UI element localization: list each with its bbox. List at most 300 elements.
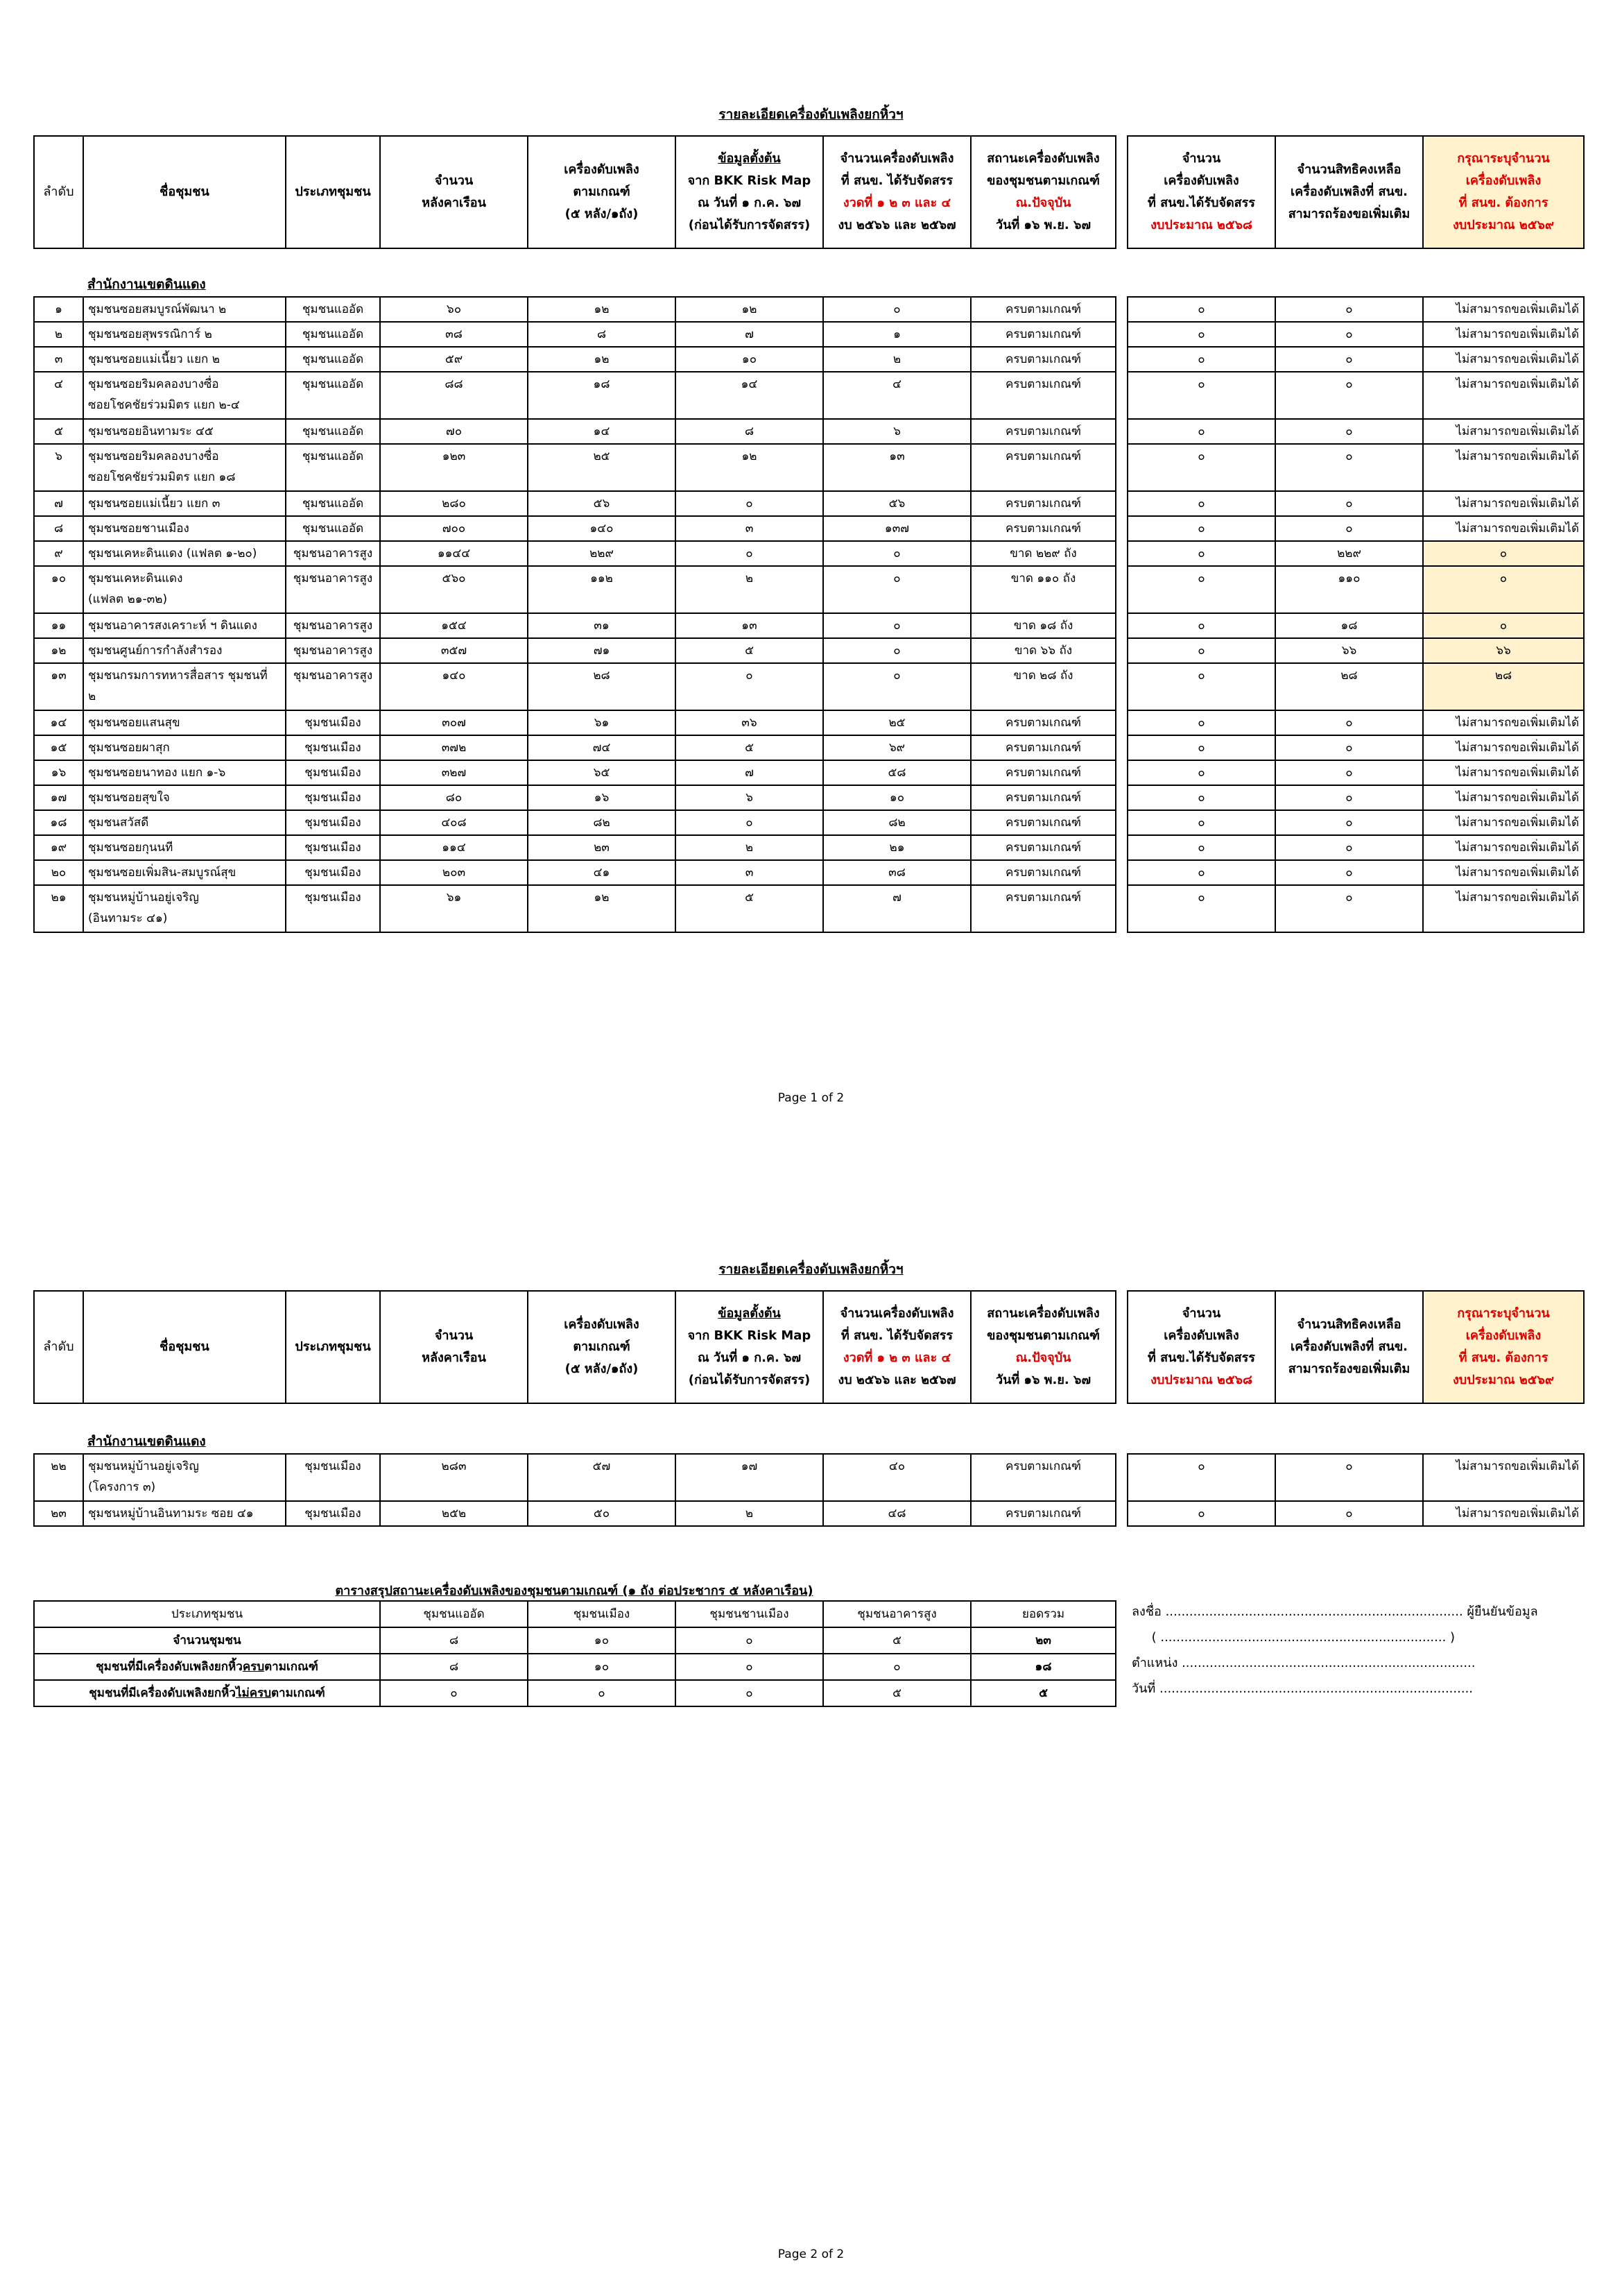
cell-criteria: ๕๗ — [528, 1454, 675, 1501]
cell-status: ครบตามเกณฑ์ — [971, 835, 1116, 860]
summary-value: ๕ — [971, 1680, 1116, 1706]
summary-label-underline: ครบ — [242, 1660, 265, 1674]
cell-no: ๑๐ — [34, 566, 83, 613]
page1-header-table-right — [1127, 135, 1585, 249]
cell-alloc68: ๐ — [1128, 810, 1275, 835]
community-name: ชุมชนซอยริมคลองบางซื่อ — [88, 449, 219, 463]
table-row-right — [1128, 860, 1584, 885]
cell-remaining: ๐ — [1275, 297, 1423, 322]
table-row — [34, 322, 1116, 347]
header-name: ชื่อชุมชน — [83, 136, 286, 248]
cell-base: ๗ — [675, 760, 823, 785]
community-name-line2: (อินทามระ ๔๑) — [88, 911, 168, 925]
cell-name — [83, 885, 286, 932]
cell-remaining: ๒๒๙ — [1275, 541, 1423, 566]
cell-households: ๔๐๘ — [380, 810, 528, 835]
cell-criteria: ๘๒ — [528, 810, 675, 835]
cell-base: ๒ — [675, 835, 823, 860]
summary-value: ๑๘ — [971, 1654, 1116, 1680]
cell-type: ชุมชนเมือง — [286, 760, 380, 785]
summary-value: ๑๐ — [528, 1654, 675, 1680]
cell-alloc68: ๐ — [1128, 663, 1275, 710]
community-name: ชุมชนหมู่บ้านอินทามระ ซอย ๔๑ — [88, 1507, 254, 1520]
signature-date: วันที่ ............................................................................... — [1132, 1681, 1474, 1696]
cell-name — [83, 419, 286, 444]
cell-name — [83, 516, 286, 541]
cell-alloc68: ๐ — [1128, 297, 1275, 322]
cell-received: ๒ — [823, 347, 971, 372]
header-base: ข้อมูลตั้งต้น จาก BKK Risk Map ณ วันที่ ๑ ก.ค. ๖๗ (ก่อนได้รับการจัดสรร) — [675, 136, 823, 248]
cell-request69: ไม่สามารถขอเพิ่มเติมได้ — [1423, 810, 1584, 835]
cell-name — [83, 347, 286, 372]
table-row — [34, 663, 1116, 710]
cell-criteria: ๗๔ — [528, 735, 675, 760]
table-row — [34, 297, 1116, 322]
cell-type: ชุมชนแออัด — [286, 297, 380, 322]
page1-section-label: สำนักงานเขตดินแดง — [87, 277, 206, 292]
community-name: ชุมชนซอยเพิ่มสิน-สมบูรณ์สุข — [88, 866, 236, 880]
cell-type: ชุมชนอาคารสูง — [286, 638, 380, 663]
cell-criteria: ๑๔ — [528, 419, 675, 444]
cell-alloc68: ๐ — [1128, 785, 1275, 810]
cell-base: ๕ — [675, 885, 823, 932]
table-row-right — [1128, 491, 1584, 516]
cell-alloc68: ๐ — [1128, 638, 1275, 663]
cell-households: ๒๘๐ — [380, 491, 528, 516]
cell-received: ๑๓๗ — [823, 516, 971, 541]
cell-received: ๘๒ — [823, 810, 971, 835]
cell-remaining: ๐ — [1275, 860, 1423, 885]
cell-status: ครบตามเกณฑ์ — [971, 322, 1116, 347]
community-name: ชุมชนเคหะดินแดง — [88, 572, 183, 585]
cell-received: ๐ — [823, 663, 971, 710]
cell-criteria: ๕๐ — [528, 1501, 675, 1526]
cell-no: ๑๙ — [34, 835, 83, 860]
community-name: ชุมชนหมู่บ้านอยู่เจริญ — [88, 1459, 199, 1473]
page2-data-table-right — [1127, 1453, 1585, 1527]
cell-status: ครบตามเกณฑ์ — [971, 419, 1116, 444]
cell-type: ชุมชนเมือง — [286, 835, 380, 860]
cell-status: ครบตามเกณฑ์ — [971, 372, 1116, 419]
summary-label-post: ตามเกณฑ์ — [271, 1686, 325, 1700]
cell-request69: ไม่สามารถขอเพิ่มเติมได้ — [1423, 835, 1584, 860]
table-row-right — [1128, 322, 1584, 347]
cell-base: ๒ — [675, 1501, 823, 1526]
cell-alloc68: ๐ — [1128, 860, 1275, 885]
cell-name — [83, 710, 286, 735]
cell-received: ๓๘ — [823, 860, 971, 885]
cell-type: ชุมชนอาคารสูง — [286, 663, 380, 710]
cell-name — [83, 444, 286, 491]
cell-alloc68: ๐ — [1128, 735, 1275, 760]
signature-line: ลงชื่อ ........................................................................... ผู้ยืนยันข้อมูล — [1132, 1604, 1538, 1619]
cell-households: ๒๕๒ — [380, 1501, 528, 1526]
cell-status: ครบตามเกณฑ์ — [971, 860, 1116, 885]
cell-request69: ๐ — [1423, 613, 1584, 638]
summary-value: ๐ — [675, 1680, 823, 1706]
cell-alloc68: ๐ — [1128, 347, 1275, 372]
page2-header-table — [33, 1290, 1116, 1404]
cell-request69: ไม่สามารถขอเพิ่มเติมได้ — [1423, 297, 1584, 322]
cell-request69: ๒๘ — [1423, 663, 1584, 710]
community-name: ชุมชนเคหะดินแดง (แฟลต ๑-๒๐) — [88, 547, 257, 560]
cell-alloc68: ๐ — [1128, 516, 1275, 541]
cell-criteria: ๓๑ — [528, 613, 675, 638]
cell-type: ชุมชนเมือง — [286, 810, 380, 835]
header-no: ลำดับ — [34, 136, 83, 248]
cell-request69: ไม่สามารถขอเพิ่มเติมได้ — [1423, 347, 1584, 372]
header-base: ข้อมูลตั้งต้น จาก BKK Risk Map ณ วันที่ ๑ ก.ค. ๖๗ (ก่อนได้รับการจัดสรร) — [675, 1291, 823, 1403]
cell-type: ชุมชนแออัด — [286, 419, 380, 444]
cell-name — [83, 541, 286, 566]
cell-criteria: ๑๘ — [528, 372, 675, 419]
header-request69: กรุณาระบุจำนวน เครื่องดับเพลิง ที่ สนข. ต้องการ งบประมาณ ๒๕๖๙ — [1423, 136, 1584, 248]
cell-received: ๒๕ — [823, 710, 971, 735]
cell-request69: ไม่สามารถขอเพิ่มเติมได้ — [1423, 516, 1584, 541]
cell-status: ครบตามเกณฑ์ — [971, 516, 1116, 541]
cell-no: ๒๒ — [34, 1454, 83, 1501]
cell-remaining: ๐ — [1275, 1501, 1423, 1526]
community-name: ชุมชนศูนย์การกำลังสำรอง — [88, 644, 223, 658]
cell-remaining: ๐ — [1275, 710, 1423, 735]
cell-name — [83, 860, 286, 885]
cell-criteria: ๕๖ — [528, 491, 675, 516]
cell-name — [83, 735, 286, 760]
cell-remaining: ๐ — [1275, 322, 1423, 347]
header-alloc68: จำนวน เครื่องดับเพลิง ที่ สนข.ได้รับจัดสรร งบประมาณ ๒๕๖๘ — [1128, 1291, 1275, 1403]
summary-label-pre: ชุมชนที่มีเครื่องดับเพลิงยกหิ้ว — [89, 1686, 236, 1700]
header-alloc68: จำนวน เครื่องดับเพลิง ที่ สนข.ได้รับจัดสรร งบประมาณ ๒๕๖๘ — [1128, 136, 1275, 248]
cell-no: ๒๓ — [34, 1501, 83, 1526]
cell-received: ๖๙ — [823, 735, 971, 760]
cell-type: ชุมชนเมือง — [286, 885, 380, 932]
page2-header-table-right — [1127, 1290, 1585, 1404]
cell-households: ๓๐๗ — [380, 710, 528, 735]
cell-received: ๕๘ — [823, 760, 971, 785]
cell-alloc68: ๐ — [1128, 710, 1275, 735]
header-name: ชื่อชุมชน — [83, 1291, 286, 1403]
signature-name: ( ........................................................................ ) — [1132, 1630, 1456, 1645]
cell-request69: ไม่สามารถขอเพิ่มเติมได้ — [1423, 710, 1584, 735]
cell-type: ชุมชนแออัด — [286, 444, 380, 491]
cell-status: ขาด ๖๖ ถัง — [971, 638, 1116, 663]
cell-base: ๓๖ — [675, 710, 823, 735]
cell-criteria: ๖๕ — [528, 760, 675, 785]
table-row-right — [1128, 835, 1584, 860]
cell-received: ๑๓ — [823, 444, 971, 491]
cell-received: ๐ — [823, 566, 971, 613]
table-row-right — [1128, 810, 1584, 835]
cell-alloc68: ๐ — [1128, 760, 1275, 785]
summary-value: ๕ — [823, 1680, 971, 1706]
summary-header-row — [34, 1601, 1116, 1627]
table-row — [34, 1454, 1116, 1501]
page1-data-table — [33, 296, 1116, 933]
cell-no: ๑๑ — [34, 613, 83, 638]
header-remaining: จำนวนสิทธิคงเหลือ เครื่องดับเพลิงที่ สนข. สามารถร้องขอเพิ่มเติม — [1275, 136, 1423, 248]
cell-base: ๑๒ — [675, 297, 823, 322]
cell-remaining: ๐ — [1275, 516, 1423, 541]
cell-criteria: ๑๑๒ — [528, 566, 675, 613]
cell-households: ๘๘ — [380, 372, 528, 419]
summary-value: ๐ — [380, 1680, 528, 1706]
cell-remaining: ๐ — [1275, 735, 1423, 760]
cell-no: ๒๐ — [34, 860, 83, 885]
community-name: ชุมชนซอยผาสุก — [88, 741, 170, 755]
cell-no: ๕ — [34, 419, 83, 444]
table-row — [34, 541, 1116, 566]
community-name-line2: (โครงการ ๓) — [88, 1480, 156, 1494]
cell-remaining: ๖๖ — [1275, 638, 1423, 663]
header-type: ประเภทชุมชน — [286, 136, 380, 248]
cell-households: ๖๐ — [380, 297, 528, 322]
cell-request69: ๐ — [1423, 541, 1584, 566]
cell-base: ๖ — [675, 785, 823, 810]
cell-status: ขาด ๑๘ ถัง — [971, 613, 1116, 638]
cell-type: ชุมชนเมือง — [286, 1454, 380, 1501]
cell-received: ๔๘ — [823, 1501, 971, 1526]
cell-alloc68: ๐ — [1128, 566, 1275, 613]
table-row-right — [1128, 663, 1584, 710]
summary-header-1: ชุมชนแออัด — [380, 1601, 528, 1627]
table-row — [34, 566, 1116, 613]
cell-criteria: ๖๑ — [528, 710, 675, 735]
cell-name — [83, 760, 286, 785]
cell-no: ๑ — [34, 297, 83, 322]
cell-request69: ไม่สามารถขอเพิ่มเติมได้ — [1423, 1454, 1584, 1501]
header-received: จำนวนเครื่องดับเพลิง ที่ สนข. ได้รับจัดสรร งวดที่ ๑ ๒ ๓ และ ๔ งบ ๒๕๖๖ และ ๒๕๖๗ — [823, 1291, 971, 1403]
cell-base: ๗ — [675, 322, 823, 347]
cell-households: ๓๒๗ — [380, 760, 528, 785]
cell-base: ๘ — [675, 419, 823, 444]
cell-no: ๑๗ — [34, 785, 83, 810]
cell-name — [83, 1501, 286, 1526]
cell-remaining: ๐ — [1275, 785, 1423, 810]
table-row-right — [1128, 419, 1584, 444]
cell-received: ๕๖ — [823, 491, 971, 516]
cell-base: ๓ — [675, 516, 823, 541]
cell-no: ๑๔ — [34, 710, 83, 735]
summary-value: ๑๐ — [528, 1627, 675, 1654]
cell-criteria: ๑๒ — [528, 885, 675, 932]
header-status: สถานะเครื่องดับเพลิง ของชุมชนตามเกณฑ์ ณ.ปัจจุบัน วันที่ ๑๖ พ.ย. ๖๗ — [971, 136, 1116, 248]
cell-remaining: ๐ — [1275, 347, 1423, 372]
community-name: ชุมชนซอยแม่เนี้ยว แยก ๒ — [88, 352, 220, 366]
cell-name — [83, 322, 286, 347]
community-name: ชุมชนซอยอินทามระ ๔๕ — [88, 425, 214, 438]
table-row-right — [1128, 613, 1584, 638]
table-row-right — [1128, 444, 1584, 491]
table-row-right — [1128, 885, 1584, 932]
cell-alloc68: ๐ — [1128, 372, 1275, 419]
table-row — [34, 760, 1116, 785]
cell-base: ๐ — [675, 491, 823, 516]
cell-status: ขาด ๑๑๐ ถัง — [971, 566, 1116, 613]
table-row-right — [1128, 1501, 1584, 1526]
table-row-right — [1128, 785, 1584, 810]
cell-request69: ไม่สามารถขอเพิ่มเติมได้ — [1423, 860, 1584, 885]
community-name: ชุมชนซอยสุพรรณิการ์ ๒ — [88, 327, 212, 341]
cell-base: ๐ — [675, 663, 823, 710]
header-request69: กรุณาระบุจำนวน เครื่องดับเพลิง ที่ สนข. ต้องการ งบประมาณ ๒๕๖๙ — [1423, 1291, 1584, 1403]
cell-request69: ไม่สามารถขอเพิ่มเติมได้ — [1423, 735, 1584, 760]
cell-alloc68: ๐ — [1128, 322, 1275, 347]
header-criteria: เครื่องดับเพลิง ตามเกณฑ์ (๕ หลัง/๑ถัง) — [528, 136, 675, 248]
cell-remaining: ๐ — [1275, 419, 1423, 444]
table-row — [34, 516, 1116, 541]
cell-name — [83, 613, 286, 638]
summary-row-label: จำนวนชุมชน — [34, 1627, 380, 1654]
cell-received: ๐ — [823, 613, 971, 638]
cell-criteria: ๒๘ — [528, 663, 675, 710]
table-row — [34, 860, 1116, 885]
cell-base: ๕ — [675, 735, 823, 760]
cell-households: ๗๐๐ — [380, 516, 528, 541]
cell-no: ๒๑ — [34, 885, 83, 932]
cell-type: ชุมชนเมือง — [286, 860, 380, 885]
cell-no: ๙ — [34, 541, 83, 566]
header-status: สถานะเครื่องดับเพลิง ของชุมชนตามเกณฑ์ ณ.ปัจจุบัน วันที่ ๑๖ พ.ย. ๖๗ — [971, 1291, 1116, 1403]
cell-type: ชุมชนอาคารสูง — [286, 613, 380, 638]
cell-remaining: ๐ — [1275, 760, 1423, 785]
cell-request69: ไม่สามารถขอเพิ่มเติมได้ — [1423, 760, 1584, 785]
community-name-line2: ซอยโชคชัยร่วมมิตร แยก ๑๘ — [88, 470, 236, 484]
cell-base: ๑๗ — [675, 1454, 823, 1501]
cell-households: ๓๗๒ — [380, 735, 528, 760]
summary-table — [33, 1600, 1116, 1707]
cell-name — [83, 297, 286, 322]
cell-status: ครบตามเกณฑ์ — [971, 710, 1116, 735]
table-row — [34, 710, 1116, 735]
community-name: ชุมชนสวัสดี — [88, 816, 149, 830]
table-row-right — [1128, 372, 1584, 419]
cell-status: ครบตามเกณฑ์ — [971, 347, 1116, 372]
table-row — [34, 419, 1116, 444]
cell-no: ๑๒ — [34, 638, 83, 663]
cell-base: ๑๓ — [675, 613, 823, 638]
cell-alloc68: ๐ — [1128, 419, 1275, 444]
cell-criteria: ๑๖ — [528, 785, 675, 810]
cell-name — [83, 785, 286, 810]
cell-request69: ๖๖ — [1423, 638, 1584, 663]
cell-base: ๒ — [675, 566, 823, 613]
cell-request69: ไม่สามารถขอเพิ่มเติมได้ — [1423, 785, 1584, 810]
cell-alloc68: ๐ — [1128, 835, 1275, 860]
cell-received: ๔๐ — [823, 1454, 971, 1501]
cell-remaining: ๐ — [1275, 1454, 1423, 1501]
summary-value: ๕ — [823, 1627, 971, 1654]
cell-criteria: ๒๕ — [528, 444, 675, 491]
header-received: จำนวนเครื่องดับเพลิง ที่ สนข. ได้รับจัดสรร งวดที่ ๑ ๒ ๓ และ ๔ งบ ๒๕๖๖ และ ๒๕๖๗ — [823, 136, 971, 248]
cell-households: ๓๕๗ — [380, 638, 528, 663]
cell-remaining: ๒๘ — [1275, 663, 1423, 710]
cell-type: ชุมชนเมือง — [286, 785, 380, 810]
table-row — [34, 1501, 1116, 1526]
table-row — [34, 372, 1116, 419]
table-row — [34, 444, 1116, 491]
community-name-line2: ๒ — [88, 689, 96, 703]
community-name: ชุมชนกรมการทหารสื่อสาร ชุมชนที่ — [88, 669, 268, 683]
table-row-right — [1128, 297, 1584, 322]
cell-received: ๑๐ — [823, 785, 971, 810]
summary-row — [34, 1680, 1116, 1706]
cell-name — [83, 491, 286, 516]
cell-status: ครบตามเกณฑ์ — [971, 785, 1116, 810]
cell-base: ๑๒ — [675, 444, 823, 491]
header-households: จำนวน หลังคาเรือน — [380, 136, 528, 248]
cell-type: ชุมชนอาคารสูง — [286, 566, 380, 613]
summary-value: ๐ — [675, 1654, 823, 1680]
cell-alloc68: ๐ — [1128, 613, 1275, 638]
header-households: จำนวน หลังคาเรือน — [380, 1291, 528, 1403]
table-row — [34, 735, 1116, 760]
community-name: ชุมชนซอยแม่เนี้ยว แยก ๓ — [88, 497, 221, 511]
cell-type: ชุมชนเมือง — [286, 735, 380, 760]
cell-alloc68: ๐ — [1128, 1501, 1275, 1526]
summary-value: ๘ — [380, 1654, 528, 1680]
page1-header-table — [33, 135, 1116, 249]
page2-data-table — [33, 1453, 1116, 1527]
cell-request69: ไม่สามารถขอเพิ่มเติมได้ — [1423, 444, 1584, 491]
cell-type: ชุมชนแออัด — [286, 372, 380, 419]
cell-type: ชุมชนแออัด — [286, 491, 380, 516]
cell-households: ๒๐๓ — [380, 860, 528, 885]
cell-households: ๖๑ — [380, 885, 528, 932]
cell-name — [83, 638, 286, 663]
summary-value: ๒๓ — [971, 1627, 1116, 1654]
cell-households: ๗๐ — [380, 419, 528, 444]
summary-value: ๐ — [675, 1627, 823, 1654]
cell-remaining: ๐ — [1275, 885, 1423, 932]
cell-no: ๗ — [34, 491, 83, 516]
cell-alloc68: ๐ — [1128, 541, 1275, 566]
cell-households: ๕๙ — [380, 347, 528, 372]
table-row — [34, 613, 1116, 638]
cell-type: ชุมชนแออัด — [286, 516, 380, 541]
page1-number: Page 1 of 2 — [777, 1091, 845, 1105]
cell-status: ครบตามเกณฑ์ — [971, 810, 1116, 835]
page2-section-label: สำนักงานเขตดินแดง — [87, 1434, 206, 1449]
cell-no: ๖ — [34, 444, 83, 491]
community-name: ชุมชนซอยสมบูรณ์พัฒนา ๒ — [88, 302, 227, 316]
cell-remaining: ๐ — [1275, 810, 1423, 835]
summary-header-0: ประเภทชุมชน — [34, 1601, 380, 1627]
cell-request69: ไม่สามารถขอเพิ่มเติมได้ — [1423, 1501, 1584, 1526]
summary-value: ๘ — [380, 1627, 528, 1654]
cell-received: ๐ — [823, 297, 971, 322]
cell-status: ครบตามเกณฑ์ — [971, 444, 1116, 491]
cell-status: ครบตามเกณฑ์ — [971, 1454, 1116, 1501]
cell-alloc68: ๐ — [1128, 885, 1275, 932]
cell-received: ๖ — [823, 419, 971, 444]
table-row — [34, 347, 1116, 372]
summary-header-2: ชุมชนเมือง — [528, 1601, 675, 1627]
cell-alloc68: ๐ — [1128, 491, 1275, 516]
table-row — [34, 491, 1116, 516]
cell-base: ๐ — [675, 541, 823, 566]
community-name-line2: (แฟลต ๒๑-๓๒) — [88, 592, 168, 606]
cell-remaining: ๐ — [1275, 491, 1423, 516]
cell-received: ๗ — [823, 885, 971, 932]
cell-households: ๘๐ — [380, 785, 528, 810]
cell-request69: ไม่สามารถขอเพิ่มเติมได้ — [1423, 885, 1584, 932]
cell-remaining: ๑๘ — [1275, 613, 1423, 638]
summary-label-pre: ชุมชนที่มีเครื่องดับเพลิงยกหิ้ว — [96, 1660, 243, 1674]
cell-no: ๓ — [34, 347, 83, 372]
cell-criteria: ๔๑ — [528, 860, 675, 885]
cell-received: ๐ — [823, 638, 971, 663]
cell-name — [83, 663, 286, 710]
